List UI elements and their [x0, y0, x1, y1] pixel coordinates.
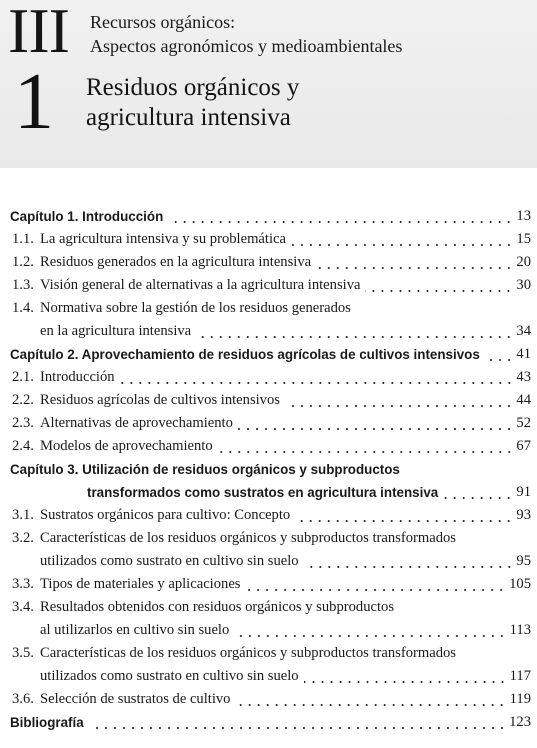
chapter-title-line2: agricultura intensiva — [86, 104, 291, 131]
toc-dot-leader — [235, 704, 506, 706]
toc-section-row — [0, 435, 537, 458]
toc-section-number: 1.4. — [12, 300, 34, 316]
toc-entry-text: utilizados como sustrato en cultivo sin suelo — [40, 553, 299, 569]
toc-dot-leader — [443, 497, 513, 499]
toc-dot-leader — [218, 451, 514, 453]
toc-dot-leader — [304, 681, 507, 683]
toc-entry-text: transformados como sustratos en agricultura intensiva — [87, 485, 439, 500]
toc-page-number: 13 — [516, 208, 531, 224]
toc-entry-text: Residuos generados en la agricultura intensiva — [40, 254, 312, 270]
chapter-title — [86, 73, 299, 133]
toc-section-row — [0, 619, 537, 642]
toc-page-number: 93 — [516, 507, 531, 523]
toc-chapter-row — [0, 711, 537, 734]
toc-entry-text: Capítulo 1. Introducción — [10, 209, 164, 224]
toc-dot-leader — [89, 727, 506, 729]
table-of-contents — [0, 205, 537, 734]
chapter-number: 1 — [14, 58, 54, 146]
part-title — [90, 10, 402, 58]
toc-section-number: 3.4. — [12, 599, 34, 615]
toc-section-row — [0, 642, 537, 665]
toc-entry-text: Características de los residuos orgánicos y subproductos transformados — [40, 645, 456, 661]
toc-page-number: 117 — [509, 668, 531, 684]
toc-entry-text: utilizados como sustrato en cultivo sin suelo — [40, 668, 299, 684]
toc-chapter-row — [0, 458, 537, 481]
toc-section-number: 2.2. — [12, 392, 34, 408]
toc-section-number: 1.3. — [12, 277, 34, 293]
toc-page-number: 95 — [516, 553, 531, 569]
toc-section-row — [0, 228, 537, 251]
toc-section-number: 3.5. — [12, 645, 34, 661]
toc-entry-text: Sustratos orgánicos para cultivo: Concepto — [40, 507, 291, 523]
toc-section-row — [0, 573, 537, 596]
toc-section-row — [0, 412, 537, 435]
toc-entry-text: al utilizarlos en cultivo sin suelo — [40, 622, 230, 638]
toc-section-number: 2.1. — [12, 369, 34, 385]
toc-entry-text: Selección de sustratos de cultivo — [40, 691, 231, 707]
toc-page-number: 52 — [516, 415, 531, 431]
toc-entry-text: Resultados obtenidos con residuos orgánicos y subproductos — [40, 599, 394, 615]
toc-page-number: 113 — [509, 622, 531, 638]
toc-dot-leader — [120, 382, 514, 384]
toc-entry-text: Capítulo 3. Utilización de residuos orgánicos y subproductos — [10, 462, 400, 477]
toc-section-row — [0, 297, 537, 320]
toc-page-number: 91 — [516, 484, 531, 500]
toc-entry-text: Tipos de materiales y aplicaciones — [40, 576, 241, 592]
toc-entry-text: Residuos agrícolas de cultivos intensivos — [40, 392, 280, 408]
toc-dot-leader — [245, 589, 506, 591]
toc-dot-leader — [234, 635, 506, 637]
toc-chapter-row — [0, 205, 537, 228]
toc-section-row — [0, 688, 537, 711]
toc-dot-leader — [291, 244, 513, 246]
toc-dot-leader — [365, 290, 513, 292]
toc-page-number: 123 — [509, 714, 531, 730]
toc-page-number: 34 — [516, 323, 531, 339]
toc-entry-text: La agricultura intensiva y su problemática — [40, 231, 286, 247]
toc-entry-text: Capítulo 2. Aprovechamiento de residuos agrícolas de cultivos intensivos — [10, 347, 480, 362]
toc-entry-text: Normativa sobre la gestión de los residuos generados — [40, 300, 351, 316]
toc-chapter-row — [0, 343, 537, 366]
toc-section-number: 3.3. — [12, 576, 34, 592]
toc-page-number: 20 — [516, 254, 531, 270]
toc-section-row — [0, 665, 537, 688]
toc-dot-leader — [196, 336, 513, 338]
toc-section-row — [0, 527, 537, 550]
toc-entry-text: Alternativas de aprovechamiento — [40, 415, 233, 431]
toc-section-row — [0, 389, 537, 412]
toc-dot-leader — [316, 267, 513, 269]
toc-section-number: 3.1. — [12, 507, 34, 523]
toc-page-number: 105 — [509, 576, 531, 592]
toc-section-number: 3.2. — [12, 530, 34, 546]
toc-page-number: 15 — [516, 231, 531, 247]
toc-section-row — [0, 550, 537, 573]
toc-page-number: 30 — [516, 277, 531, 293]
toc-page-number: 119 — [509, 691, 531, 707]
toc-dot-leader — [238, 428, 514, 430]
toc-section-row — [0, 320, 537, 343]
toc-entry-text: Modelos de aprovechamiento — [40, 438, 213, 454]
toc-dot-leader — [485, 359, 514, 361]
toc-page-number: 67 — [516, 438, 531, 454]
toc-page-number: 41 — [516, 346, 531, 362]
toc-section-row — [0, 251, 537, 274]
toc-page-number: 44 — [516, 392, 531, 408]
toc-dot-leader — [285, 405, 513, 407]
toc-section-number: 1.2. — [12, 254, 34, 270]
toc-dot-leader — [295, 520, 513, 522]
toc-chapter-row — [0, 481, 537, 504]
part-number: III — [8, 0, 69, 66]
chapter-title-line1: Residuos orgánicos y — [86, 74, 300, 101]
toc-section-number: 2.4. — [12, 438, 34, 454]
toc-page-number: 43 — [516, 369, 531, 385]
toc-section-number: 2.3. — [12, 415, 34, 431]
toc-section-row — [0, 274, 537, 297]
part-title-line2: Aspectos agronómicos y medioambientales — [90, 36, 403, 56]
part-title-line1: Recursos orgánicos: — [90, 12, 236, 32]
toc-dot-leader — [304, 566, 514, 568]
toc-entry-text: Bibliografía — [10, 715, 84, 730]
toc-entry-text: Visión general de alternativas a la agricultura intensiva — [40, 277, 361, 293]
toc-section-number: 1.1. — [12, 231, 34, 247]
toc-section-row — [0, 366, 537, 389]
toc-section-number: 3.6. — [12, 691, 34, 707]
toc-entry-text: Introducción — [40, 369, 115, 385]
toc-section-row — [0, 504, 537, 527]
toc-dot-leader — [168, 221, 513, 223]
toc-entry-text: Características de los residuos orgánicos y subproductos transformados — [40, 530, 456, 546]
toc-entry-text: en la agricultura intensiva — [40, 323, 192, 339]
toc-section-row — [0, 596, 537, 619]
